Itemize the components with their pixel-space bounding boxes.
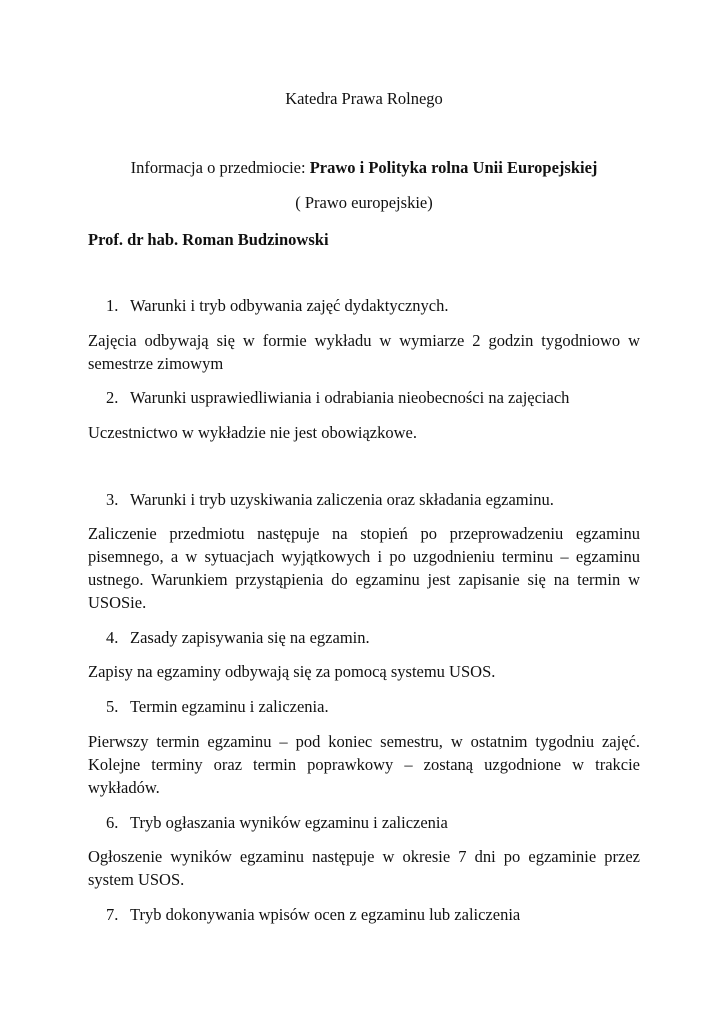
department-heading: Katedra Prawa Rolnego: [285, 89, 443, 108]
section-1-heading: [106, 294, 448, 317]
section-2-heading: [106, 386, 569, 409]
section-7-heading: [106, 903, 520, 926]
section-6-text: Ogłoszenie wyników egzaminu następuje w okresie 7 dni po egzaminie przez system USOS.: [88, 847, 640, 889]
section-4-text: Zapisy na egzaminy odbywają się za pomocą systemu USOS.: [88, 662, 496, 681]
section-6-title: Tryb ogłaszania wyników egzaminu i zaliczenia: [130, 813, 448, 832]
section-6-number: 6.: [106, 813, 119, 832]
section-3-text: Zaliczenie przedmiotu następuje na stopień po przeprowadzeniu egzaminu pisemnego, a w sytuacjach wyjątkowych i po uzgodnieniu terminu – egzaminu ustnego. Warunkiem przystąpienia do egzaminu jest zapisanie się na termin w USOSie.: [88, 524, 640, 612]
section-5-number: 5.: [106, 697, 119, 716]
section-4-heading: [106, 626, 370, 649]
subject-name: Prawo i Polityka rolna Unii Europejskiej: [309, 158, 598, 177]
section-3-heading: [106, 488, 554, 511]
section-5-heading: [106, 695, 329, 718]
section-2-text: Uczestnictwo w wykładzie nie jest obowiązkowe.: [88, 423, 417, 442]
section-3-number: 3.: [106, 490, 119, 509]
section-3-title: Warunki i tryb uzyskiwania zaliczenia oraz składania egzaminu.: [130, 490, 554, 509]
section-2-number: 2.: [106, 388, 119, 407]
section-5-text: Pierwszy termin egzaminu – pod koniec semestru, w ostatnim tygodniu zajęć. Kolejne terminy oraz termin poprawkowy – zostaną uzgodnione w trakcie wykładów.: [88, 732, 640, 797]
section-1-text: Zajęcia odbywają się w formie wykładu w wymiarze 2 godzin tygodniowo w semestrze zimowym: [88, 331, 640, 373]
section-4-number: 4.: [106, 628, 119, 647]
section-2-title: Warunki usprawiedliwiania i odrabiania nieobecności na zajęciach: [130, 388, 570, 407]
lecturer-name: Prof. dr hab. Roman Budzinowski: [88, 230, 329, 249]
section-4-title: Zasady zapisywania się na egzamin.: [130, 628, 370, 647]
section-6-heading: [106, 811, 448, 834]
subject-prefix: Informacja o przedmiocie:: [130, 158, 310, 177]
subject-line: [88, 156, 640, 179]
section-1-title: Warunki i tryb odbywania zajęć dydaktycznych.: [130, 296, 449, 315]
section-7-title: Tryb dokonywania wpisów ocen z egzaminu lub zaliczenia: [130, 905, 521, 924]
section-1-number: 1.: [106, 296, 119, 315]
subject-note: ( Prawo europejskie): [295, 193, 433, 212]
section-7-number: 7.: [106, 905, 119, 924]
section-5-title: Termin egzaminu i zaliczenia.: [130, 697, 329, 716]
